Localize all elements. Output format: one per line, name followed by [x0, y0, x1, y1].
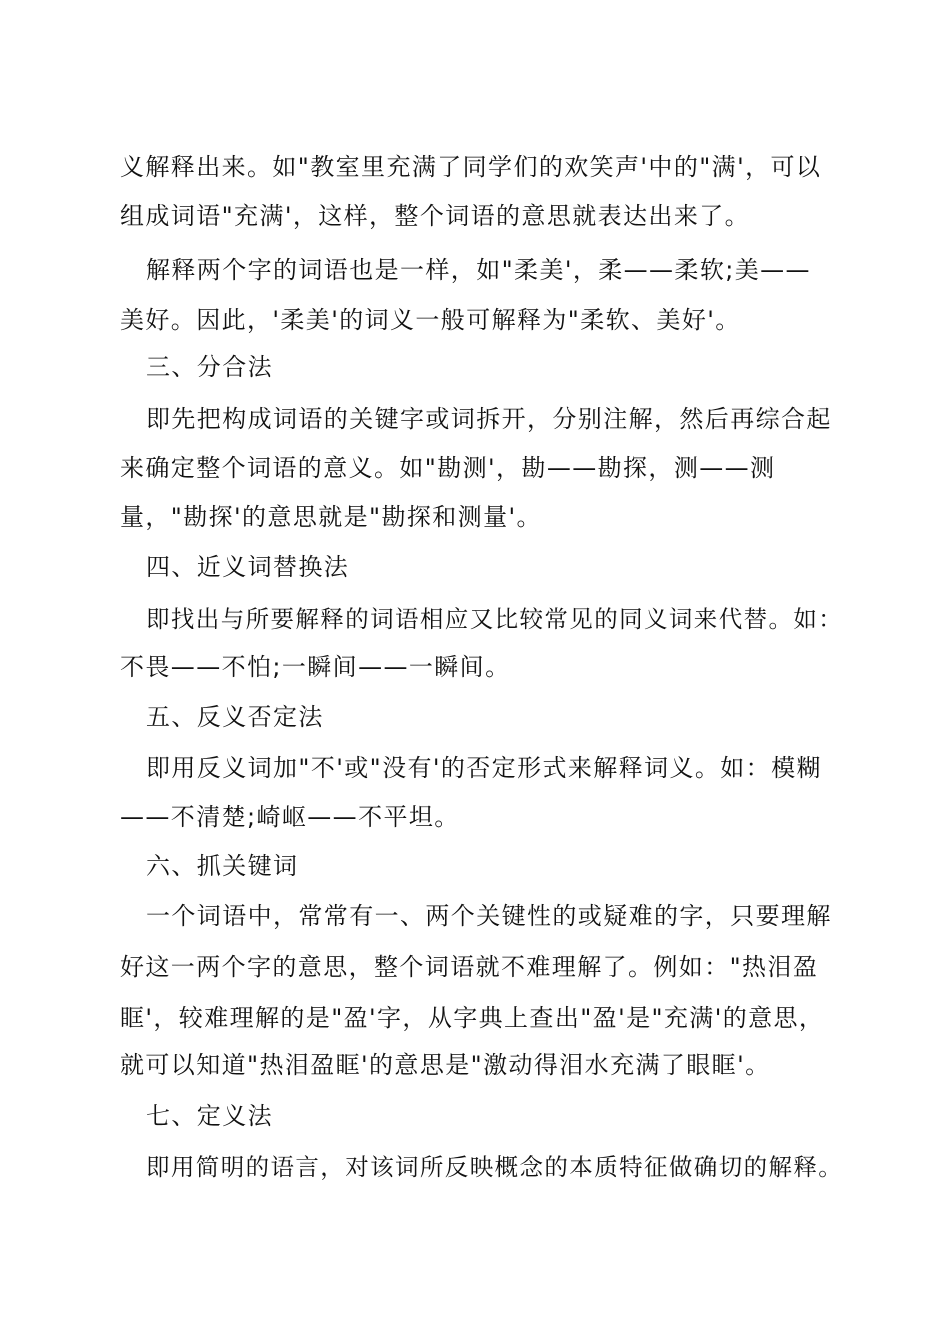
section-heading: 四、近义词替换法 — [146, 553, 350, 581]
text-line: 解释两个字的词语也是一样，如"柔美'，柔——柔软;美—— — [146, 256, 811, 284]
text-line: 即先把构成词语的关键字或词拆开，分别注解，然后再综合起 — [146, 405, 832, 433]
text-line: 不畏——不怕;一瞬间——一瞬间。 — [120, 653, 511, 681]
text-line: 即用简明的语言，对该词所反映概念的本质特征做确切的解释。 — [146, 1153, 844, 1181]
text-line: ——不清楚;崎岖——不平坦。 — [120, 803, 460, 831]
text-line: 美好。因此，'柔美'的词义一般可解释为"柔软、美好'。 — [120, 306, 741, 334]
text-line: 组成词语"充满'，这样，整个词语的意思就表达出来了。 — [120, 202, 751, 230]
text-line: 义解释出来。如"教室里充满了同学们的欢笑声'中的"满'，可以 — [120, 153, 822, 181]
text-line: 即找出与所要解释的词语相应又比较常见的同义词来代替。如： — [146, 605, 844, 633]
text-line: 来确定整个词语的意义。如"勘测'，勘——勘探，测——测 — [120, 454, 776, 482]
section-heading: 六、抓关键词 — [146, 852, 299, 880]
text-line: 眶'，较难理解的是"盈'字，从字典上查出"盈'是"充满'的意思， — [120, 1004, 825, 1032]
text-line: 好这一两个字的意思，整个词语就不难理解了。例如："热泪盈 — [120, 953, 819, 981]
text-line: 一个词语中，常常有一、两个关键性的或疑难的字，只要理解 — [146, 902, 832, 930]
section-heading: 三、分合法 — [146, 353, 273, 381]
section-heading: 七、定义法 — [146, 1102, 273, 1130]
text-line: 即用反义词加"不'或"没有'的否定形式来解释词义。如：模糊 — [146, 754, 822, 782]
section-heading: 五、反义否定法 — [146, 703, 324, 731]
text-line: 就可以知道"热泪盈眶'的意思是"激动得泪水充满了眼眶'。 — [120, 1051, 771, 1079]
text-line: 量，"勘探'的意思就是"勘探和测量'。 — [120, 503, 542, 531]
